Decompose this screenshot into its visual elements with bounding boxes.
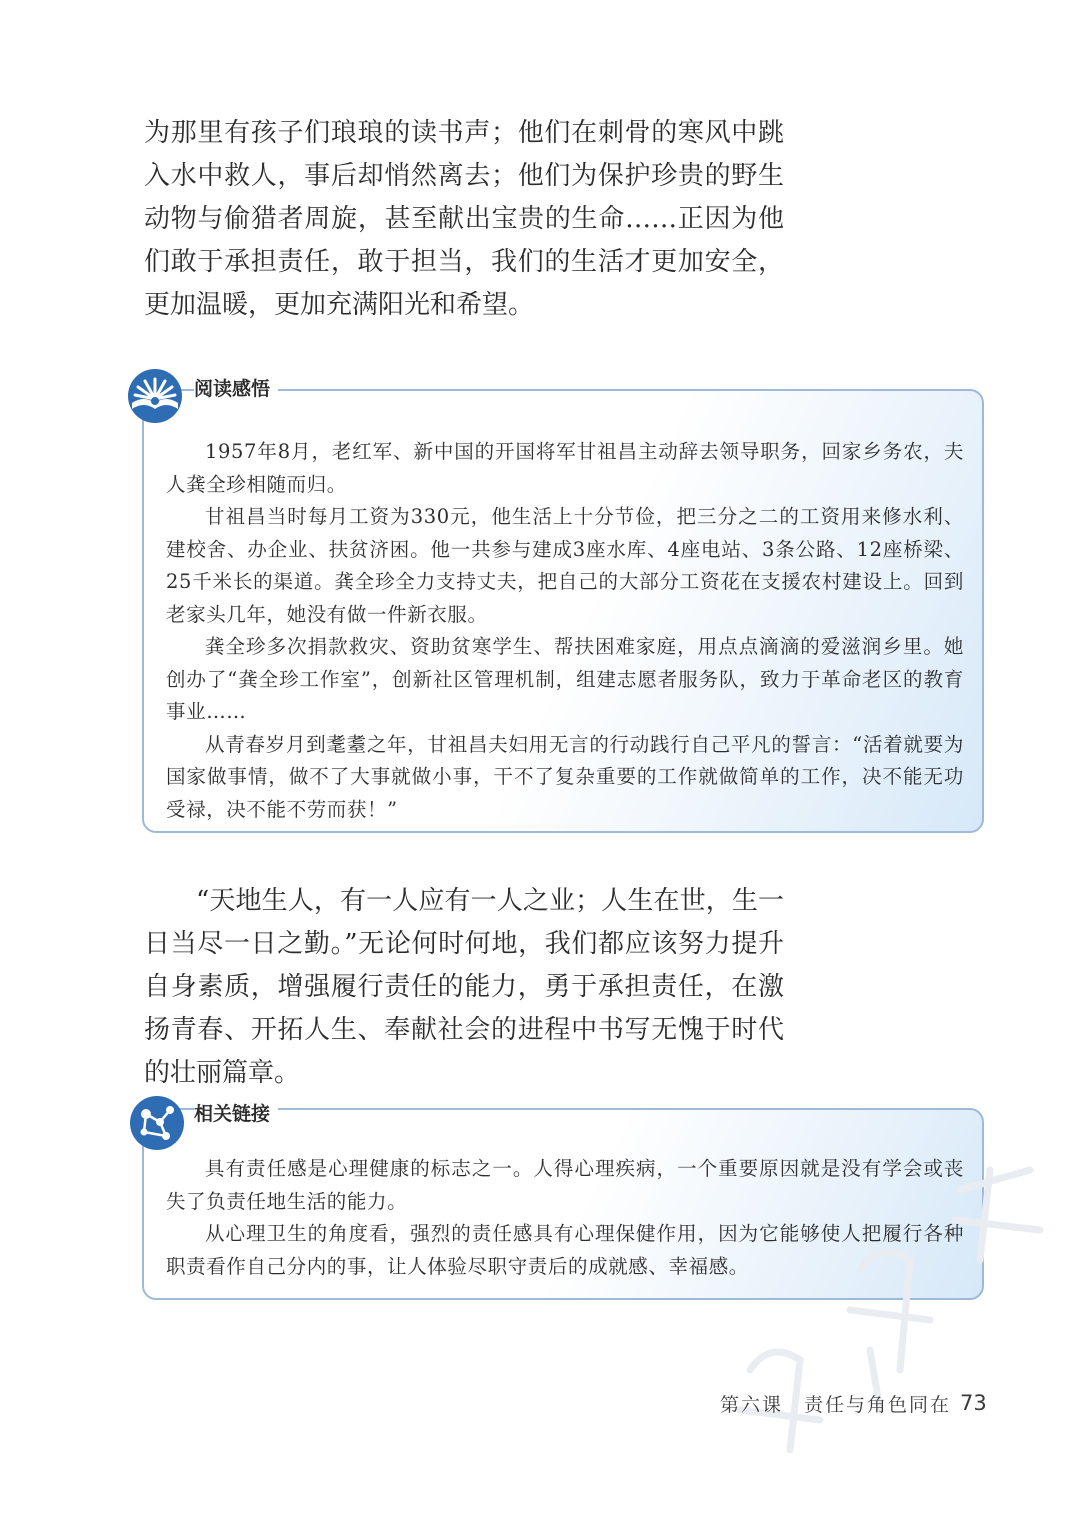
page-number: 73 xyxy=(960,1391,987,1415)
sunrise-over-book-icon xyxy=(128,369,182,423)
middle-paragraph xyxy=(144,880,784,1095)
intro-text: 为那里有孩子们琅琅的读书声；他们在刺骨的寒风中跳入水中救人，事后却悄然离去；他们为保护珍贵的野生动物与偷猎者周旋，甚至献出宝贵的生命……正因为他们敢于承担责任，敢于担当，我们的生活才更加安全，更加温暖，更加充满阳光和希望。 xyxy=(144,118,784,320)
links-paragraph: 从心理卫生的角度看，强烈的责任感具有心理保健作用，因为它能够使人把履行各种职责看作自己分内的事，让人体验尽职守责后的成就感、幸福感。 xyxy=(166,1222,964,1278)
links-paragraph: 具有责任感是心理健康的标志之一。人得心理疾病，一个重要原因就是没有学会或丧失了负责任地生活的能力。 xyxy=(166,1157,964,1213)
middle-text: “天地生人，有一人应有一人之业；人生在世，生一日当尽一日之勤。”无论何时何地，我们都应该努力提升自身素质，增强履行责任的能力，勇于承担责任，在激扬青春、开拓人生、奉献社会的进程中书写无愧于时代的壮丽篇章。 xyxy=(144,886,784,1088)
reading-paragraph: 甘祖昌当时每月工资为330元，他生活上十分节俭，把三分之二的工资用来修水利、建校舍、办企业、扶贫济困。他一共参与建成3座水库、4座电站、3条公路、12座桥梁、25千米长的渠道。龚全珍全力支持丈夫，把自己的大部分工资花在支援农村建设上。回到老家头几年，她没有做一件新衣服。 xyxy=(166,505,964,626)
network-nodes-icon xyxy=(130,1096,184,1150)
faint-watermark-decoration xyxy=(730,1150,1050,1490)
reading-box-content xyxy=(166,436,964,826)
lesson-footer: 第六课 责任与角色同在 xyxy=(720,1394,952,1416)
links-title-divider xyxy=(290,1108,970,1110)
reading-title-divider xyxy=(290,389,970,391)
reading-paragraph: 1957年8月，老红军、新中国的开国将军甘祖昌主动辞去领导职务，回家乡务农，夫人龚全珍相随而归。 xyxy=(166,440,964,496)
reading-box-title: 阅读感悟 xyxy=(194,377,278,401)
intro-paragraph xyxy=(144,112,784,327)
links-box-title: 相关链接 xyxy=(194,1102,278,1126)
reading-paragraph: 从青春岁月到耄耋之年，甘祖昌夫妇用无言的行动践行自己平凡的誓言：“活着就要为国家做事情，做不了大事就做小事，干不了复杂重要的工作就做简单的工作，决不能无功受禄，决不能不劳而获！” xyxy=(166,732,964,821)
reading-paragraph: 龚全珍多次捐款救灾、资助贫寒学生、帮扶困难家庭，用点点滴滴的爱滋润乡里。她创办了“龚全珍工作室”，创新社区管理机制，组建志愿者服务队，致力于革命老区的教育事业…… xyxy=(166,635,964,723)
